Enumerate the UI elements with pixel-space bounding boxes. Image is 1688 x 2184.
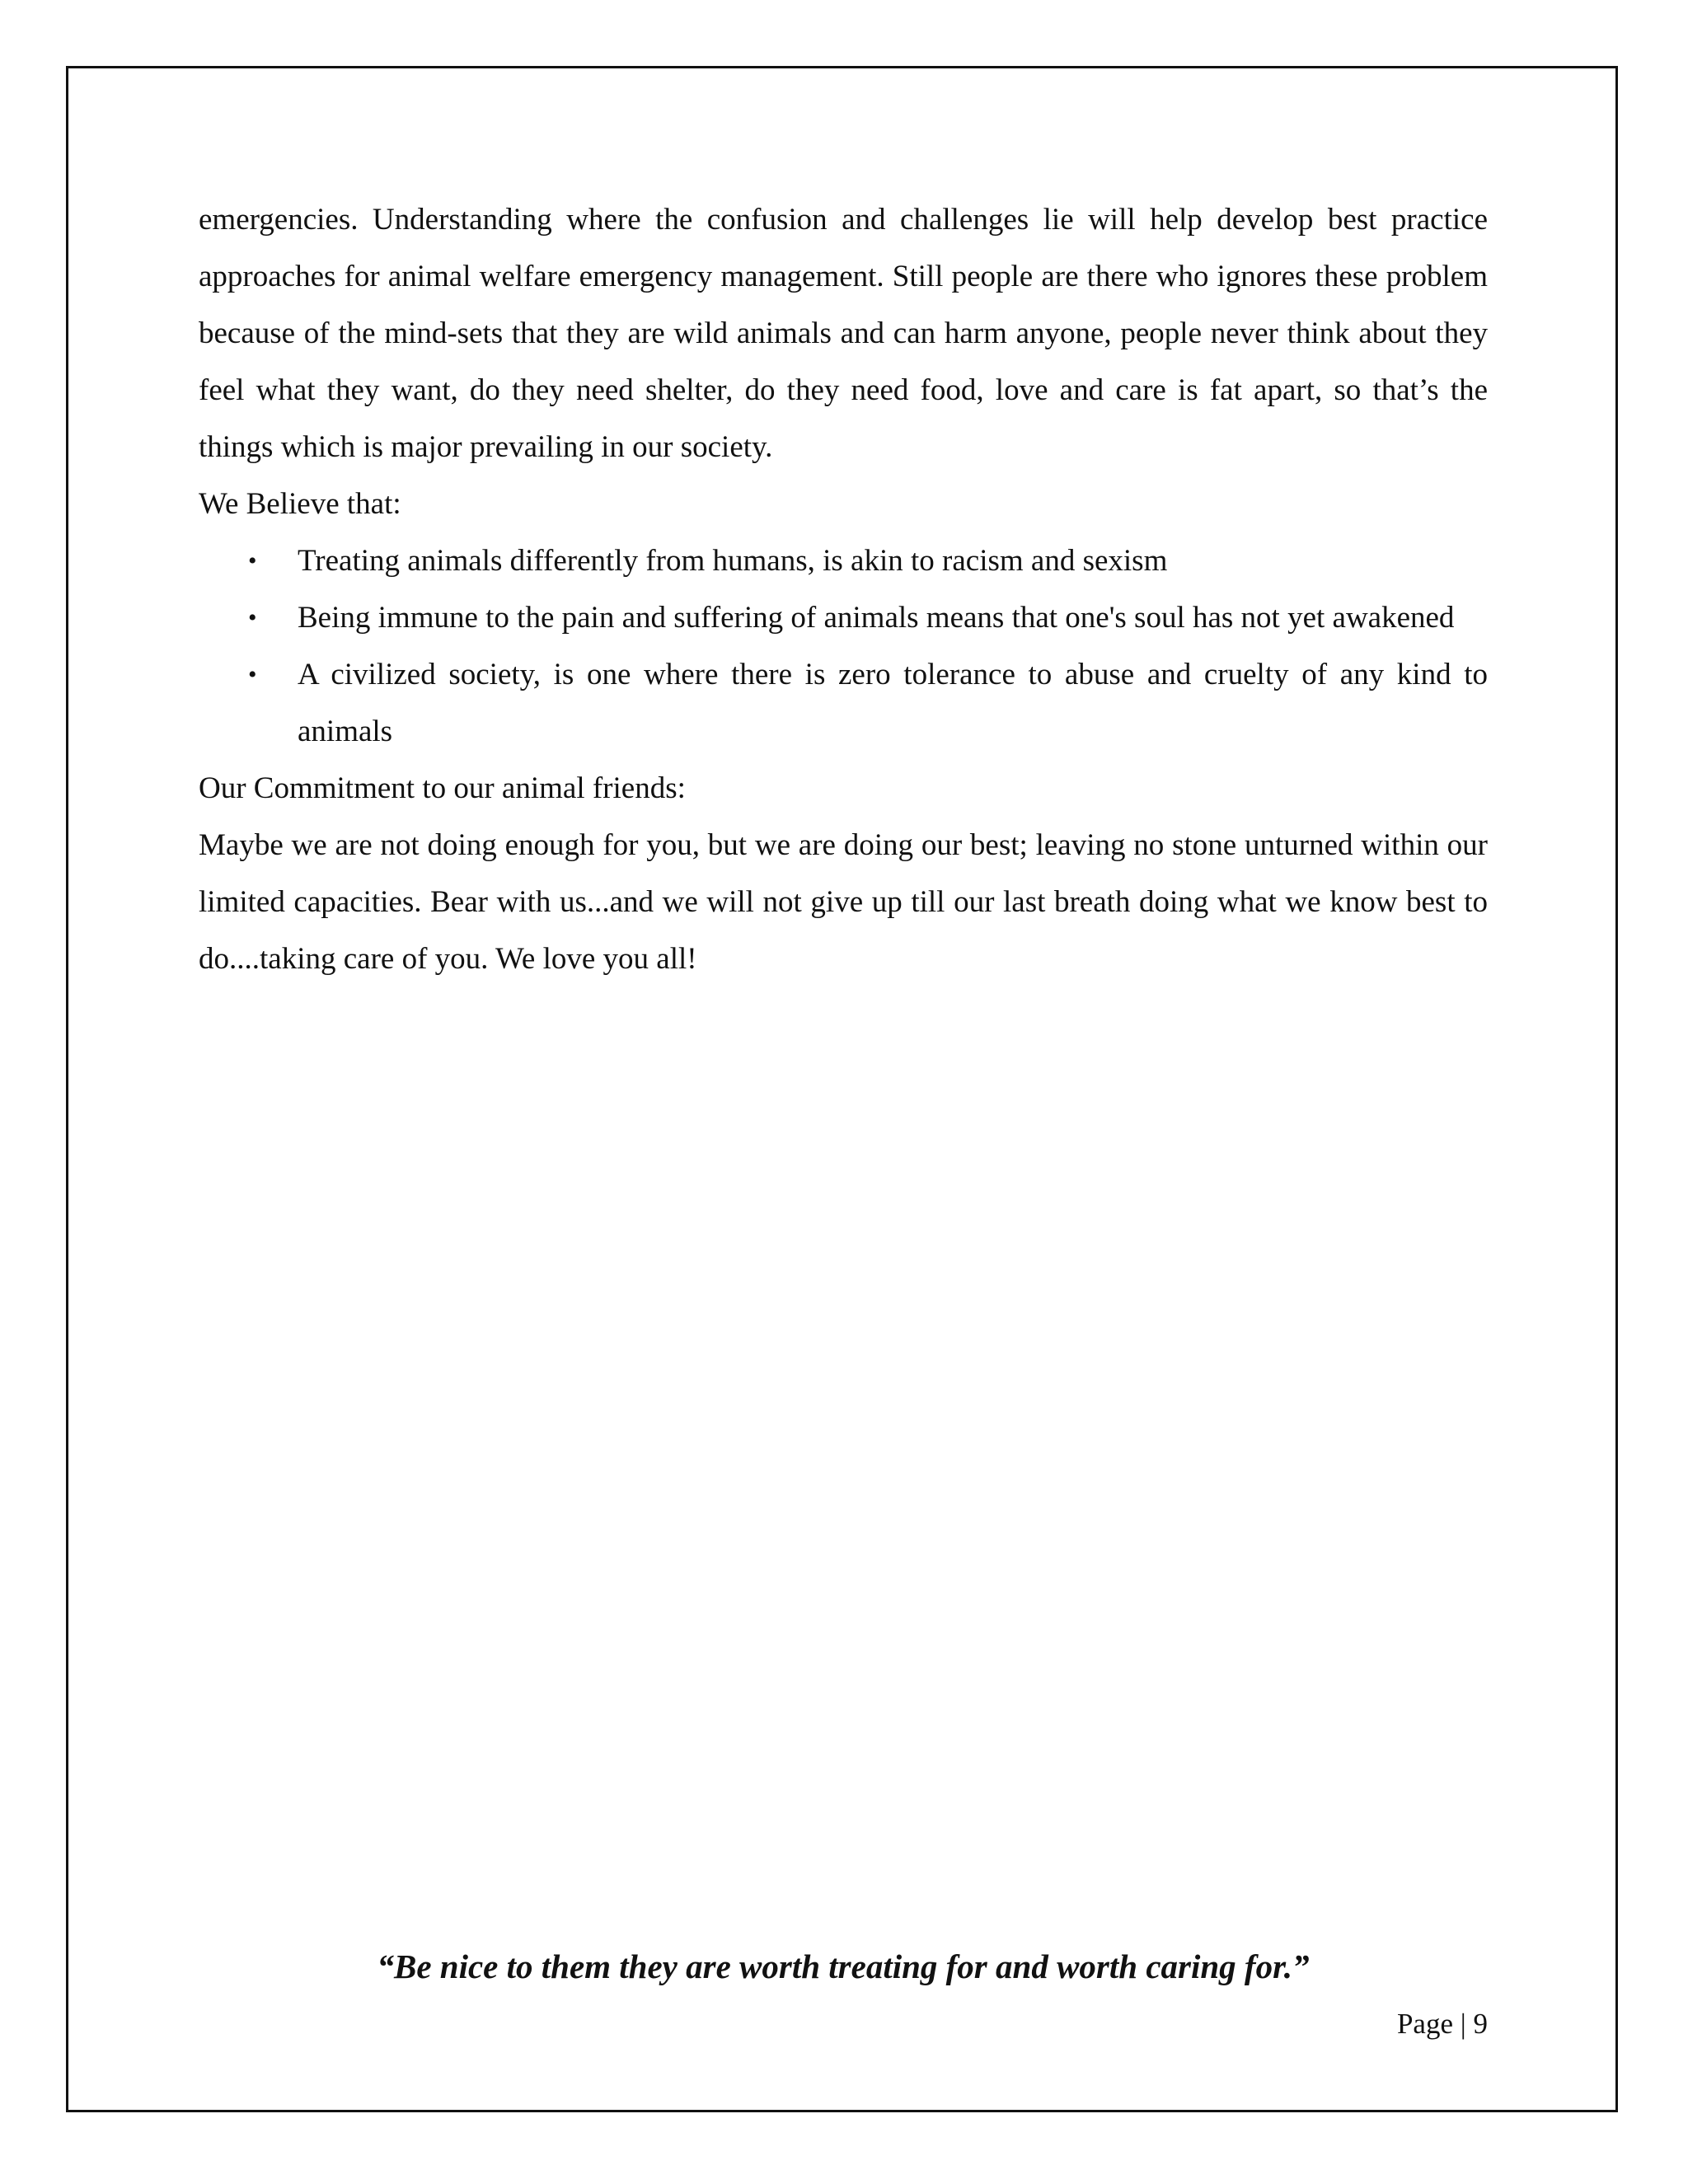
bullet-icon: • bbox=[248, 547, 257, 574]
believe-heading: We Believe that: bbox=[199, 487, 401, 521]
page-body bbox=[199, 191, 1488, 987]
commitment-paragraph: Maybe we are not doing enough for you, but we are doing our best; leaving no stone unturned within our limited capacities. Bear with us...and we will not give up till our last breath doing what we know best to do....taking care of you. We love you all! bbox=[199, 828, 1488, 976]
list-item bbox=[199, 646, 1488, 760]
intro-paragraph: emergencies. Understanding where the confusion and challenges lie will help develop best practice approaches for animal welfare emergency management. Still people are there who ignores these problem because of the mind-sets that they are wild animals and can harm anyone, people never think about they feel what they want, do they need shelter, do they need food, love and care is fat apart, so that’s the things which is major prevailing in our society. bbox=[199, 203, 1488, 464]
commitment-heading: Our Commitment to our animal friends: bbox=[199, 771, 686, 805]
list-item bbox=[199, 532, 1488, 589]
bullet-icon: • bbox=[248, 661, 257, 688]
closing-quote: “Be nice to them they are worth treating for and worth caring for.” bbox=[377, 1947, 1310, 1985]
list-item bbox=[199, 589, 1488, 646]
belief-text: A civilized society, is one where there is zero tolerance to abuse and cruelty of any kind to animals bbox=[298, 658, 1488, 748]
beliefs-list bbox=[199, 532, 1488, 760]
bullet-icon: • bbox=[248, 604, 257, 631]
belief-text: Treating animals differently from humans, is akin to racism and sexism bbox=[298, 544, 1168, 578]
belief-text: Being immune to the pain and suffering of animals means that one's soul has not yet awakened bbox=[298, 601, 1455, 635]
page-number: Page | 9 bbox=[1396, 2008, 1488, 2040]
